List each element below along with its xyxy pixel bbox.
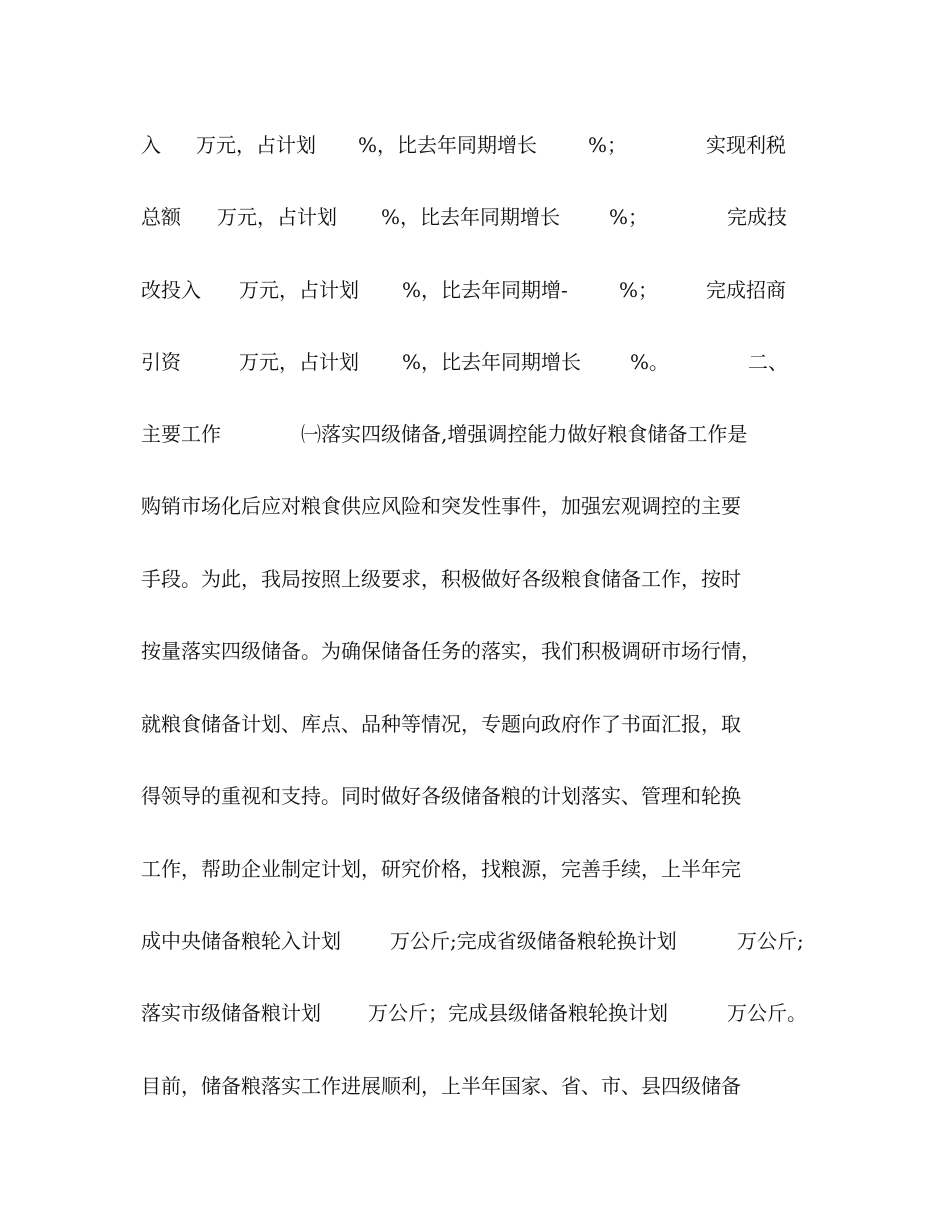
text-line	[141, 708, 821, 740]
text-segment: 万公斤;	[737, 929, 804, 953]
text-segment: %；	[619, 278, 659, 302]
text-segment: %，比去年同期增长	[358, 133, 538, 157]
text-line	[141, 201, 821, 233]
text-segment: 得领导的重视和支持。同时做好各级储备粮的计划落实、管理和轮换	[141, 784, 741, 808]
text-segment: 成中央储备粮轮入计划	[141, 929, 341, 953]
text-segment: 就粮食储备计划、库点、品种等情况，专题向政府作了书面汇报，取	[141, 712, 741, 736]
text-segment: %，比去年同期增长	[381, 205, 561, 229]
text-line	[141, 129, 821, 161]
text-segment: 万元，占计划	[196, 133, 316, 157]
text-segment: %；	[609, 205, 649, 229]
text-line	[141, 853, 821, 885]
text-segment: 改投入	[141, 278, 201, 302]
text-segment: 引资	[141, 350, 181, 374]
text-segment: 手段。为此，我局按照上级要求，积极做好各级粮食储备工作，按时	[141, 567, 741, 591]
text-segment: 主要工作	[141, 422, 221, 446]
text-segment: %。	[630, 350, 670, 374]
text-segment: 实现利税	[706, 133, 786, 157]
text-segment: 二、	[748, 350, 788, 374]
text-segment: 购销市场化后应对粮食供应风险和突发性事件，加强宏观调控的主要	[141, 494, 741, 518]
text-line	[141, 1070, 821, 1102]
text-segment: 万公斤;完成省级储备粮轮换计划	[390, 929, 677, 953]
text-segment: 完成招商	[706, 278, 786, 302]
text-segment: 万公斤；完成县级储备粮轮换计划	[368, 1001, 668, 1025]
text-segment: %，比去年同期增长	[402, 350, 582, 374]
text-line	[141, 925, 821, 957]
text-segment: 工作，帮助企业制定计划，研究价格，找粮源，完善手续，上半年完	[141, 857, 741, 881]
text-line	[141, 997, 821, 1029]
text-segment: ㈠落实四级储备,增强调控能力做好粮食储备工作是	[301, 422, 748, 446]
text-line	[141, 346, 821, 378]
text-line	[141, 780, 821, 812]
text-line	[141, 563, 821, 595]
text-segment: 按量落实四级储备。为确保储备任务的落实，我们积极调研市场行情，	[141, 639, 761, 663]
text-segment: 完成技	[727, 205, 787, 229]
text-segment: 万公斤。	[727, 1001, 807, 1025]
text-segment: 万元，占计划	[239, 278, 359, 302]
text-line	[141, 418, 821, 450]
text-line	[141, 490, 821, 522]
text-segment: %；	[588, 133, 628, 157]
text-segment: %，比去年同期增-	[402, 278, 568, 302]
text-segment: 总额	[141, 205, 181, 229]
text-segment: 万元，占计划	[239, 350, 359, 374]
text-segment: 入	[141, 133, 161, 157]
text-segment: 目前，储备粮落实工作进展顺利，上半年国家、省、市、县四级储备	[141, 1074, 741, 1098]
text-segment: 万元，占计划	[217, 205, 337, 229]
text-line	[141, 274, 821, 306]
text-line	[141, 635, 821, 667]
text-segment: 落实市级储备粮计划	[141, 1001, 321, 1025]
